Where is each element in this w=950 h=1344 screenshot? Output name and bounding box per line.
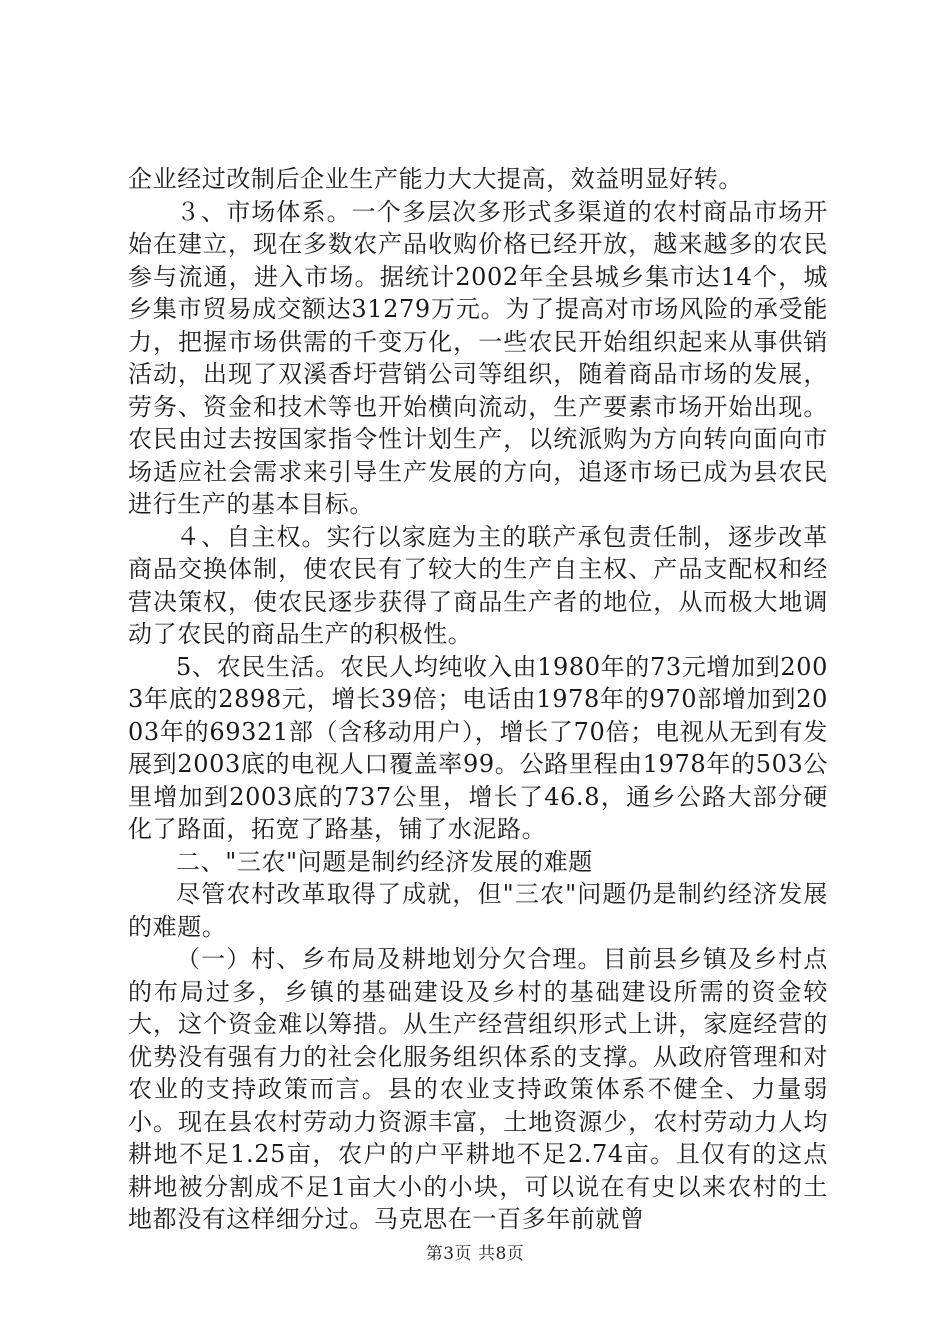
paragraph-continuation: 企业经过改制后企业生产能力大大提高，效益明显好转。: [128, 165, 743, 193]
paragraph-layout-issue: （一）村、乡布局及耕地划分欠合理。目前县乡镇及乡村点的布局过多，乡镇的基础建设及乡村的基础建设所需的资金较大，这个资金难以筹措。从生产经营组织形式上讲，家庭经营的优势没有强有力的社会化服务组织体系的支撑。从政府管理和对农业的支持政策而言。县的农业支持政策体系不健全、力量弱小。现在县农村劳动力资源丰富，土地资源少，农村劳动力人均耕地不足1.25亩，农户的户平耕地不足2.74亩。且仅有的这点耕地被分割成不足1亩大小的小块，可以说在有史以来农村的土地都没有这样细分过。马克思在一百多年前就曾: [128, 945, 828, 1233]
document-body: [128, 163, 828, 1236]
paragraph-autonomy: ４、自主权。实行以家庭为主的联产承包责任制，逐步改革商品交换体制，使农民有了较大的生产自主权、产品支配权和经营决策权，使农民逐步获得了商品生产者的地位，从而极大地调动了农民的商品生产的积极性。: [128, 522, 828, 648]
paragraph-market-system: ３、市场体系。一个多层次多形式多渠道的农村商品市场开始在建立，现在多数农产品收购价格已经开放，越来越多的农民参与流通，进入市场。据统计2002年全县城乡集市达14个，城乡集市贸易成交额达31279万元。为了提高对市场风险的承受能力，把握市场供需的千变万化，一些农民开始组织起来从事供销活动，出现了双溪香圩营销公司等组织，随着商品市场的发展，劳务、资金和技术等也开始横向流动，生产要素市场开始出现。农民由过去按国家指令性计划生产，以统派购为方向转向面向市场适应社会需求来引导生产发展的方向，追逐市场已成为县农民进行生产的基本目标。: [128, 197, 828, 518]
page-number: 第3页 共8页: [425, 1244, 525, 1264]
paragraph-farmer-life: 5、农民生活。农民人均纯收入由1980年的73元增加到2003年底的2898元，增长39倍；电话由1978年的970部增加到2003年的69321部（含移动用户），增长了70倍；电视从无到有发展到2003底的电视人口覆盖率99。公路里程由1978年的503公里增加到2003底的737公里，增长了46.8，通乡公路大部分硬化了路面，拓宽了路基，铺了水泥路。: [128, 652, 828, 843]
paragraph-intro: 尽管农村改革取得了成就，但"三农"问题仍是制约经济发展的难题。: [128, 880, 828, 941]
section-heading: 二、"三农"问题是制约经济发展的难题: [176, 847, 593, 876]
